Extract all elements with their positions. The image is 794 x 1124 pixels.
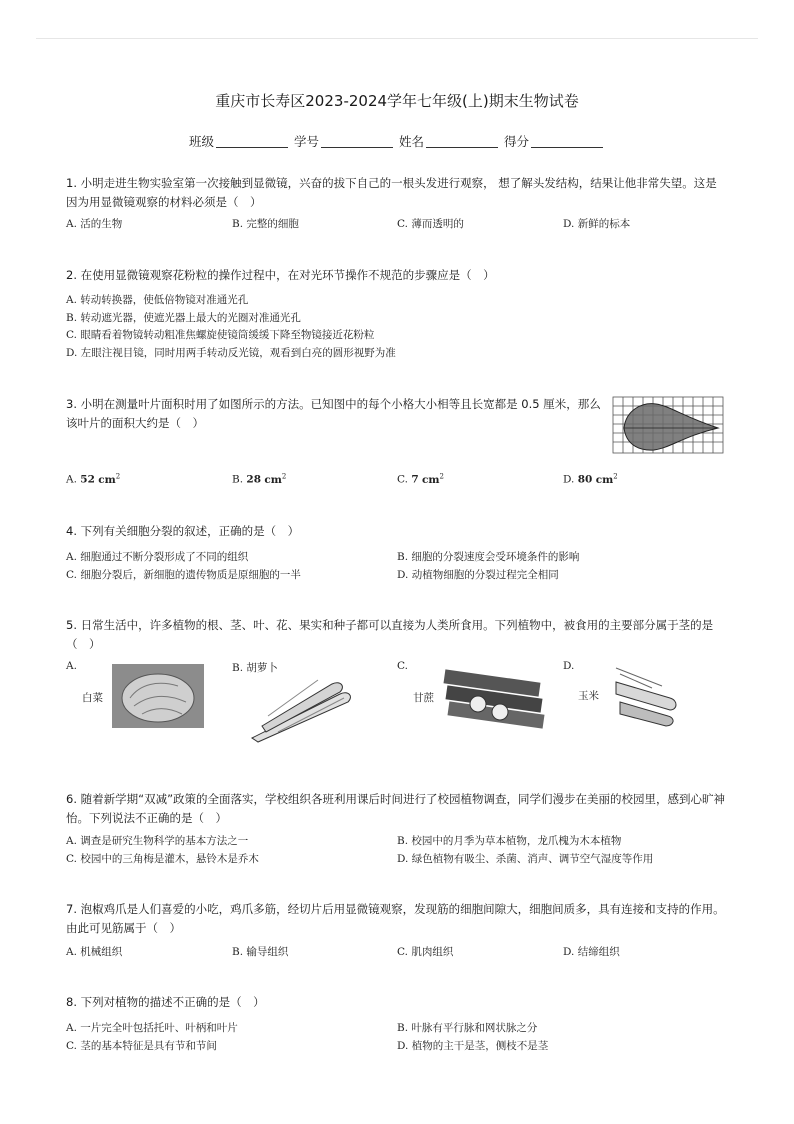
q2-option-a[interactable]: A. 转动转换器，使低倍物镜对准通光孔 <box>66 294 249 306</box>
cabbage-label: 白菜 <box>82 692 103 704</box>
q7-option-d[interactable]: D. 结缔组织 <box>563 946 620 958</box>
corn-label: 玉米 <box>578 690 599 702</box>
exam-title: 重庆市长寿区2023-2024学年七年级(上)期末生物试卷 <box>215 92 579 110</box>
question-8-stem: 8. 下列对植物的描述不正确的是（ ） <box>66 995 265 1009</box>
score-label: 得分 <box>503 134 529 149</box>
question-6-stem: 6. 随着新学期“双减”政策的全面落实，学校组织各班利用课后时间进行了校园植物调查，同学们漫步在美丽的校园里，感到心旷神怡。下列说法不正确的是（ ） <box>66 792 726 825</box>
carrot-image <box>248 676 358 746</box>
q6-option-d[interactable]: D. 绿色植物有吸尘、杀菌、消声、调节空气湿度等作用 <box>397 853 654 865</box>
q5-option-d[interactable]: D. <box>563 660 575 672</box>
q5-option-a[interactable]: A. <box>66 660 77 672</box>
question-4-stem: 4. 下列有关细胞分裂的叙述，正确的是（ ） <box>66 524 300 538</box>
q3-option-d[interactable]: D. 80 $cm^2$ <box>563 472 618 486</box>
carrot-1 <box>252 693 350 742</box>
id-label: 学号 <box>293 134 319 149</box>
q8-option-c[interactable]: C. 茎的基本特征是具有节和节间 <box>66 1040 217 1052</box>
sugarcane-label: 甘蔗 <box>413 692 434 704</box>
leaf-shape <box>624 404 718 450</box>
leaf-grid-figure <box>612 396 726 456</box>
q4-option-c[interactable]: C. 细胞分裂后，新细胞的遗传物质是原细胞的一半 <box>66 569 301 581</box>
q2-option-c[interactable]: C. 眼睛看着物镜转动粗准焦螺旋使镜筒缓缓下降至物镜接近花粉粒 <box>66 329 375 341</box>
cabbage-image <box>112 664 204 728</box>
q4-option-d[interactable]: D. 动植物细胞的分裂过程完全相同 <box>397 569 559 581</box>
name-label: 姓名 <box>398 134 424 149</box>
q8-option-a[interactable]: A. 一片完全叶包括托叶、叶柄和叶片 <box>66 1022 238 1034</box>
q1-option-b[interactable]: B. 完整的细胞 <box>232 218 299 230</box>
q7-option-b[interactable]: B. 输导组织 <box>232 946 289 958</box>
cane-end-2 <box>470 696 486 712</box>
id-blank[interactable] <box>321 135 393 148</box>
q1-option-a[interactable]: A. 活的生物 <box>66 218 123 230</box>
question-1-stem: 1. 小明走进生物实验室第一次接触到显微镜，兴奋的拔下自己的一根头发进行观察， 想了解头发结构，结果让他非常失望。这是因为用显微镜观察的材料必须是（ ） <box>66 176 717 209</box>
question-3-stem: 3. 小明在测量叶片面积时用了如图所示的方法。已知图中的每个小格大小相等且长宽都是 0.5 厘米，那么该叶片的面积大约是（ ） <box>66 397 601 430</box>
name-blank[interactable] <box>426 135 498 148</box>
q5-option-b[interactable]: B. 胡萝卜 <box>232 662 278 674</box>
q8-option-d[interactable]: D. 植物的主干是茎，侧枝不是茎 <box>397 1040 549 1052</box>
question-5-stem: 5. 日常生活中，许多植物的根、茎、叶、花、果实和种子都可以直接为人类所食用。下列植物中，被食用的主要部分属于茎的是（ ） <box>66 618 714 651</box>
q6-option-a[interactable]: A. 调查是研究生物科学的基本方法之一 <box>66 835 249 847</box>
cane-end-1 <box>492 704 508 720</box>
q3-option-b[interactable]: B. 28 $cm^2$ <box>232 472 287 486</box>
cabbage-head <box>122 674 194 722</box>
corn-image <box>612 664 682 732</box>
question-2-stem: 2. 在使用显微镜观察花粉粒的操作过程中，在对光环节操作不规范的步骤应是（ ） <box>66 268 495 282</box>
score-blank[interactable] <box>531 135 603 148</box>
q5-option-c[interactable]: C. <box>397 660 408 672</box>
q7-option-a[interactable]: A. 机械组织 <box>66 946 123 958</box>
q8-option-b[interactable]: B. 叶脉有平行脉和网状脉之分 <box>397 1022 538 1034</box>
q3-option-a[interactable]: A. 52 $cm^2$ <box>66 472 121 486</box>
q1-option-d[interactable]: D. 新鲜的标本 <box>563 218 631 230</box>
class-label: 班级 <box>188 134 214 149</box>
sugarcane-image <box>440 668 548 732</box>
q6-option-c[interactable]: C. 校园中的三角梅是灌木，悬铃木是乔木 <box>66 853 259 865</box>
q1-option-c[interactable]: C. 薄而透明的 <box>397 218 464 230</box>
q3-option-c[interactable]: C. 7 $cm^2$ <box>397 472 444 486</box>
header-rule <box>36 38 758 39</box>
question-7-stem: 7. 泡椒鸡爪是人们喜爱的小吃，鸡爪多筋，经切片后用显微镜观察，发现筋的细胞间隙大，细胞间质多，具有连接和支持的作用。由此可见筋属于（ ） <box>66 902 725 935</box>
class-blank[interactable] <box>216 135 288 148</box>
q4-option-b[interactable]: B. 细胞的分裂速度会受环境条件的影响 <box>397 551 580 563</box>
q6-option-b[interactable]: B. 校园中的月季为草本植物，龙爪槐为木本植物 <box>397 835 622 847</box>
student-info-line <box>0 132 794 150</box>
q7-option-c[interactable]: C. 肌肉组织 <box>397 946 454 958</box>
q4-option-a[interactable]: A. 细胞通过不断分裂形成了不同的组织 <box>66 551 249 563</box>
q2-option-d[interactable]: D. 左眼注视目镜，同时用两手转动反光镜，观看到白亮的圆形视野为准 <box>66 347 396 359</box>
q2-option-b[interactable]: B. 转动遮光器，使遮光器上最大的光圈对准通光孔 <box>66 312 301 324</box>
